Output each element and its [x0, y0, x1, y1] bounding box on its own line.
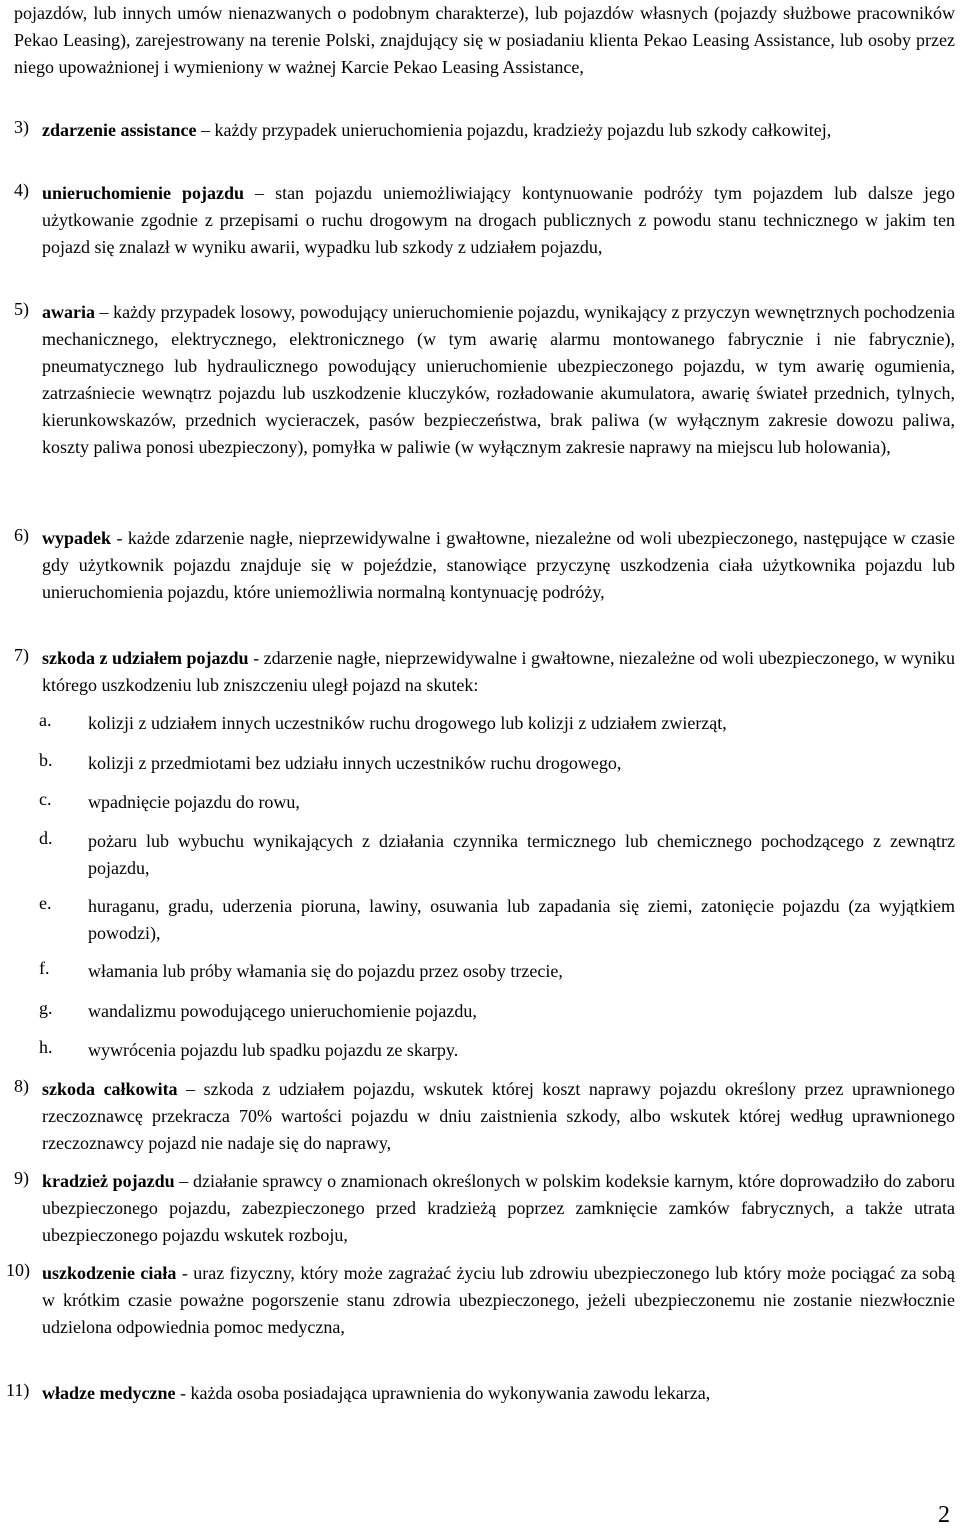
item-number: 3) — [14, 117, 29, 137]
definition-body: każde zdarzenie nagłe, nieprzewidywalne i gwałtowne, niezależne od woli ubezpieczonego, następujące w czasie gdy użytkownik pojazdu znajduje się w pojeździe, stanowiące przyczynę uszkodzenia ciała użytkownika pojazdu lub unieruchomienia pojazdu, które uniemożliwia normalną kontynuację podróży, — [42, 528, 955, 602]
definition-body: stan pojazdu uniemożliwiający kontynuowanie podróży tym pojazdem lub dalsze jego użytkowanie zgodnie z przepisami o ruchu drogowym na drogach publicznych z powodu stanu technicznego w jakim ten pojazd się znalazł w wyniku awarii, wypadku lub szkody z udziałem pojazdu, — [42, 183, 956, 257]
item-number: 9) — [14, 1168, 29, 1188]
definition-term: kradzież pojazdu — [42, 1171, 175, 1191]
definition-term: zdarzenie assistance — [42, 120, 197, 140]
sub-item-letter: c. — [39, 789, 52, 809]
definition-body: zdarzenie nagłe, nieprzewidywalne i gwałtowne, niezależne od woli ubezpieczonego, w wyniku którego uszkodzeniu lub zniszczeniu uległ pojazd na skutek: — [42, 648, 955, 695]
definition-text — [42, 1168, 955, 1249]
item-number: 5) — [14, 299, 29, 319]
definition-item — [14, 525, 955, 606]
item-number: 11) — [6, 1380, 30, 1400]
definition-term: szkoda z udziałem pojazdu — [42, 648, 249, 668]
definition-item — [14, 299, 955, 461]
separator: - — [248, 648, 264, 668]
sub-item — [39, 828, 955, 882]
definition-text — [42, 1076, 955, 1157]
sub-item-text: wywrócenia pojazdu lub spadku pojazdu ze skarpy. — [88, 1040, 459, 1060]
definition-text — [42, 299, 955, 461]
item-number: 4) — [14, 180, 29, 200]
definition-item — [6, 1380, 955, 1407]
definition-term: awaria — [42, 302, 95, 322]
separator: - — [111, 528, 128, 548]
sub-item-text: wpadnięcie pojazdu do rowu, — [88, 792, 300, 812]
sub-item-text: kolizji z udziałem innych uczestników ruchu drogowego lub kolizji z udziałem zwierząt, — [88, 713, 727, 733]
definition-text — [42, 525, 955, 606]
sub-item — [39, 1037, 955, 1064]
separator: – — [174, 1171, 193, 1191]
sub-item-letter: d. — [39, 828, 53, 848]
page-number: 2 — [938, 1502, 950, 1528]
sub-item-letter: f. — [39, 958, 50, 978]
intro-text: pojazdów, lub innych umów nienazwanych o podobnym charakterze), lub pojazdów własnych (pojazdy służbowe pracowników Pekao Leasing), zarejestrowany na terenie Polski, znajdujący się w posiadaniu klienta Pekao Leasing Assistance, lub osoby przez niego upoważnionej i wymieniony w ważnej Karcie Pekao Leasing Assistance, — [14, 3, 955, 77]
definition-item — [6, 1260, 956, 1341]
sub-item-text: pożaru lub wybuchu wynikających z działania czynnika termicznego lub chemicznego pochodzącego z zewnątrz pojazdu, — [88, 831, 955, 878]
definition-body: każdy przypadek losowy, powodujący unieruchomienie pojazdu, wynikający z przyczyn wewnętrznych pochodzenia mechanicznego, elektrycznego, elektronicznego (w tym awarię alarmu montowanego fabrycznie i nie fabrycznie), pneumatycznego lub hydraulicznego powodujący unieruchomienie ubezpieczonego pojazdu, w tym awarię ogumienia, zatrzaśniecie wewnątrz pojazdu lub uszkodzenie kluczyków, rozładowanie akumulatora, awarię świateł przednich, tylnych, kierunkowskazów, przednich wycieraczek, pasów bezpieczeństwa, brak paliwa (w wyłącznym zakresie dowozu paliwa, koszty paliwa ponosi ubezpieczony), pomyłka w paliwie (w wyłącznym zakresie naprawy na miejscu lub holowania), — [42, 302, 955, 457]
definition-body: każdy przypadek unieruchomienia pojazdu, kradzieży pojazdu lub szkody całkowitej, — [214, 120, 832, 140]
separator: – — [244, 183, 276, 203]
definition-text — [42, 180, 955, 261]
definition-item — [14, 117, 955, 144]
item-number: 6) — [14, 525, 29, 545]
definition-item — [14, 1168, 956, 1249]
separator: – — [177, 1079, 204, 1099]
definition-body: każda osoba posiadająca uprawnienia do wykonywania zawodu lekarza, — [190, 1383, 711, 1403]
sub-item-letter: h. — [39, 1037, 53, 1057]
definition-body: szkoda z udziałem pojazdu, wskutek której koszt naprawy pojazdu określony przez uprawnionego rzeczoznawcę przekracza 70% wartości pojazdu w dniu zaistnienia szkody, albo wskutek której według uprawnionego rzeczoznawcy pojazd nie nadaje się do naprawy, — [42, 1079, 955, 1153]
definition-item — [14, 1076, 955, 1157]
definition-text — [42, 117, 955, 144]
sub-item-text: włamania lub próby włamania się do pojazdu przez osoby trzecie, — [88, 961, 563, 981]
definition-body: uraz fizyczny, który może zagrażać życiu lub zdrowiu ubezpieczonego lub który może pociągać za sobą w krótkim czasie poważne pogorszenie stanu zdrowia ubezpieczonego, jeżeli ubezpieczonemu nie zostanie niezwłocznie udzielona odpowiednia pomoc medyczna, — [42, 1263, 956, 1337]
sub-item — [39, 750, 955, 777]
definition-item — [14, 180, 956, 261]
definition-text — [42, 1380, 955, 1407]
separator: – — [95, 302, 114, 322]
definition-term: uszkodzenie ciała — [42, 1263, 177, 1283]
definition-body: działanie sprawcy o znamionach określonych w polskim kodeksie karnym, które doprowadziło do zaboru ubezpieczonego pojazdu, zabezpieczonego przed kradzieżą poprzez zamknięcie zamków fabrycznych, a także utrata ubezpieczonego pojazdu wskutek rozboju, — [42, 1171, 956, 1245]
sub-item-text: huraganu, gradu, uderzenia pioruna, lawiny, osuwania lub zapadania się ziemi, zatonięcie pojazdu (za wyjątkiem powodzi), — [88, 896, 955, 943]
item-number: 10) — [6, 1260, 30, 1280]
definition-term: szkoda całkowita — [42, 1079, 178, 1099]
item-number: 8) — [14, 1076, 29, 1096]
definition-item — [14, 645, 955, 699]
separator: - — [176, 1263, 194, 1283]
sub-item-letter: g. — [39, 998, 53, 1018]
definition-text — [42, 645, 955, 699]
sub-item — [39, 710, 955, 737]
definition-text — [42, 1260, 955, 1341]
sub-item-letter: a. — [39, 710, 52, 730]
definition-term: władze medyczne — [42, 1383, 176, 1403]
sub-item-text: wandalizmu powodującego unieruchomienie pojazdu, — [88, 1001, 477, 1021]
separator: – — [196, 120, 215, 140]
separator: - — [175, 1383, 191, 1403]
intro-paragraph — [14, 0, 955, 81]
sub-item — [39, 789, 955, 816]
sub-item — [39, 998, 955, 1025]
sub-item — [39, 893, 955, 947]
sub-item-letter: b. — [39, 750, 53, 770]
definition-term: wypadek — [42, 528, 112, 548]
sub-item-text: kolizji z przedmiotami bez udziału innych uczestników ruchu drogowego, — [88, 753, 622, 773]
definition-term: unieruchomienie pojazdu — [42, 183, 245, 203]
sub-item-letter: e. — [39, 893, 52, 913]
item-number: 7) — [14, 645, 29, 665]
sub-item — [39, 958, 955, 985]
